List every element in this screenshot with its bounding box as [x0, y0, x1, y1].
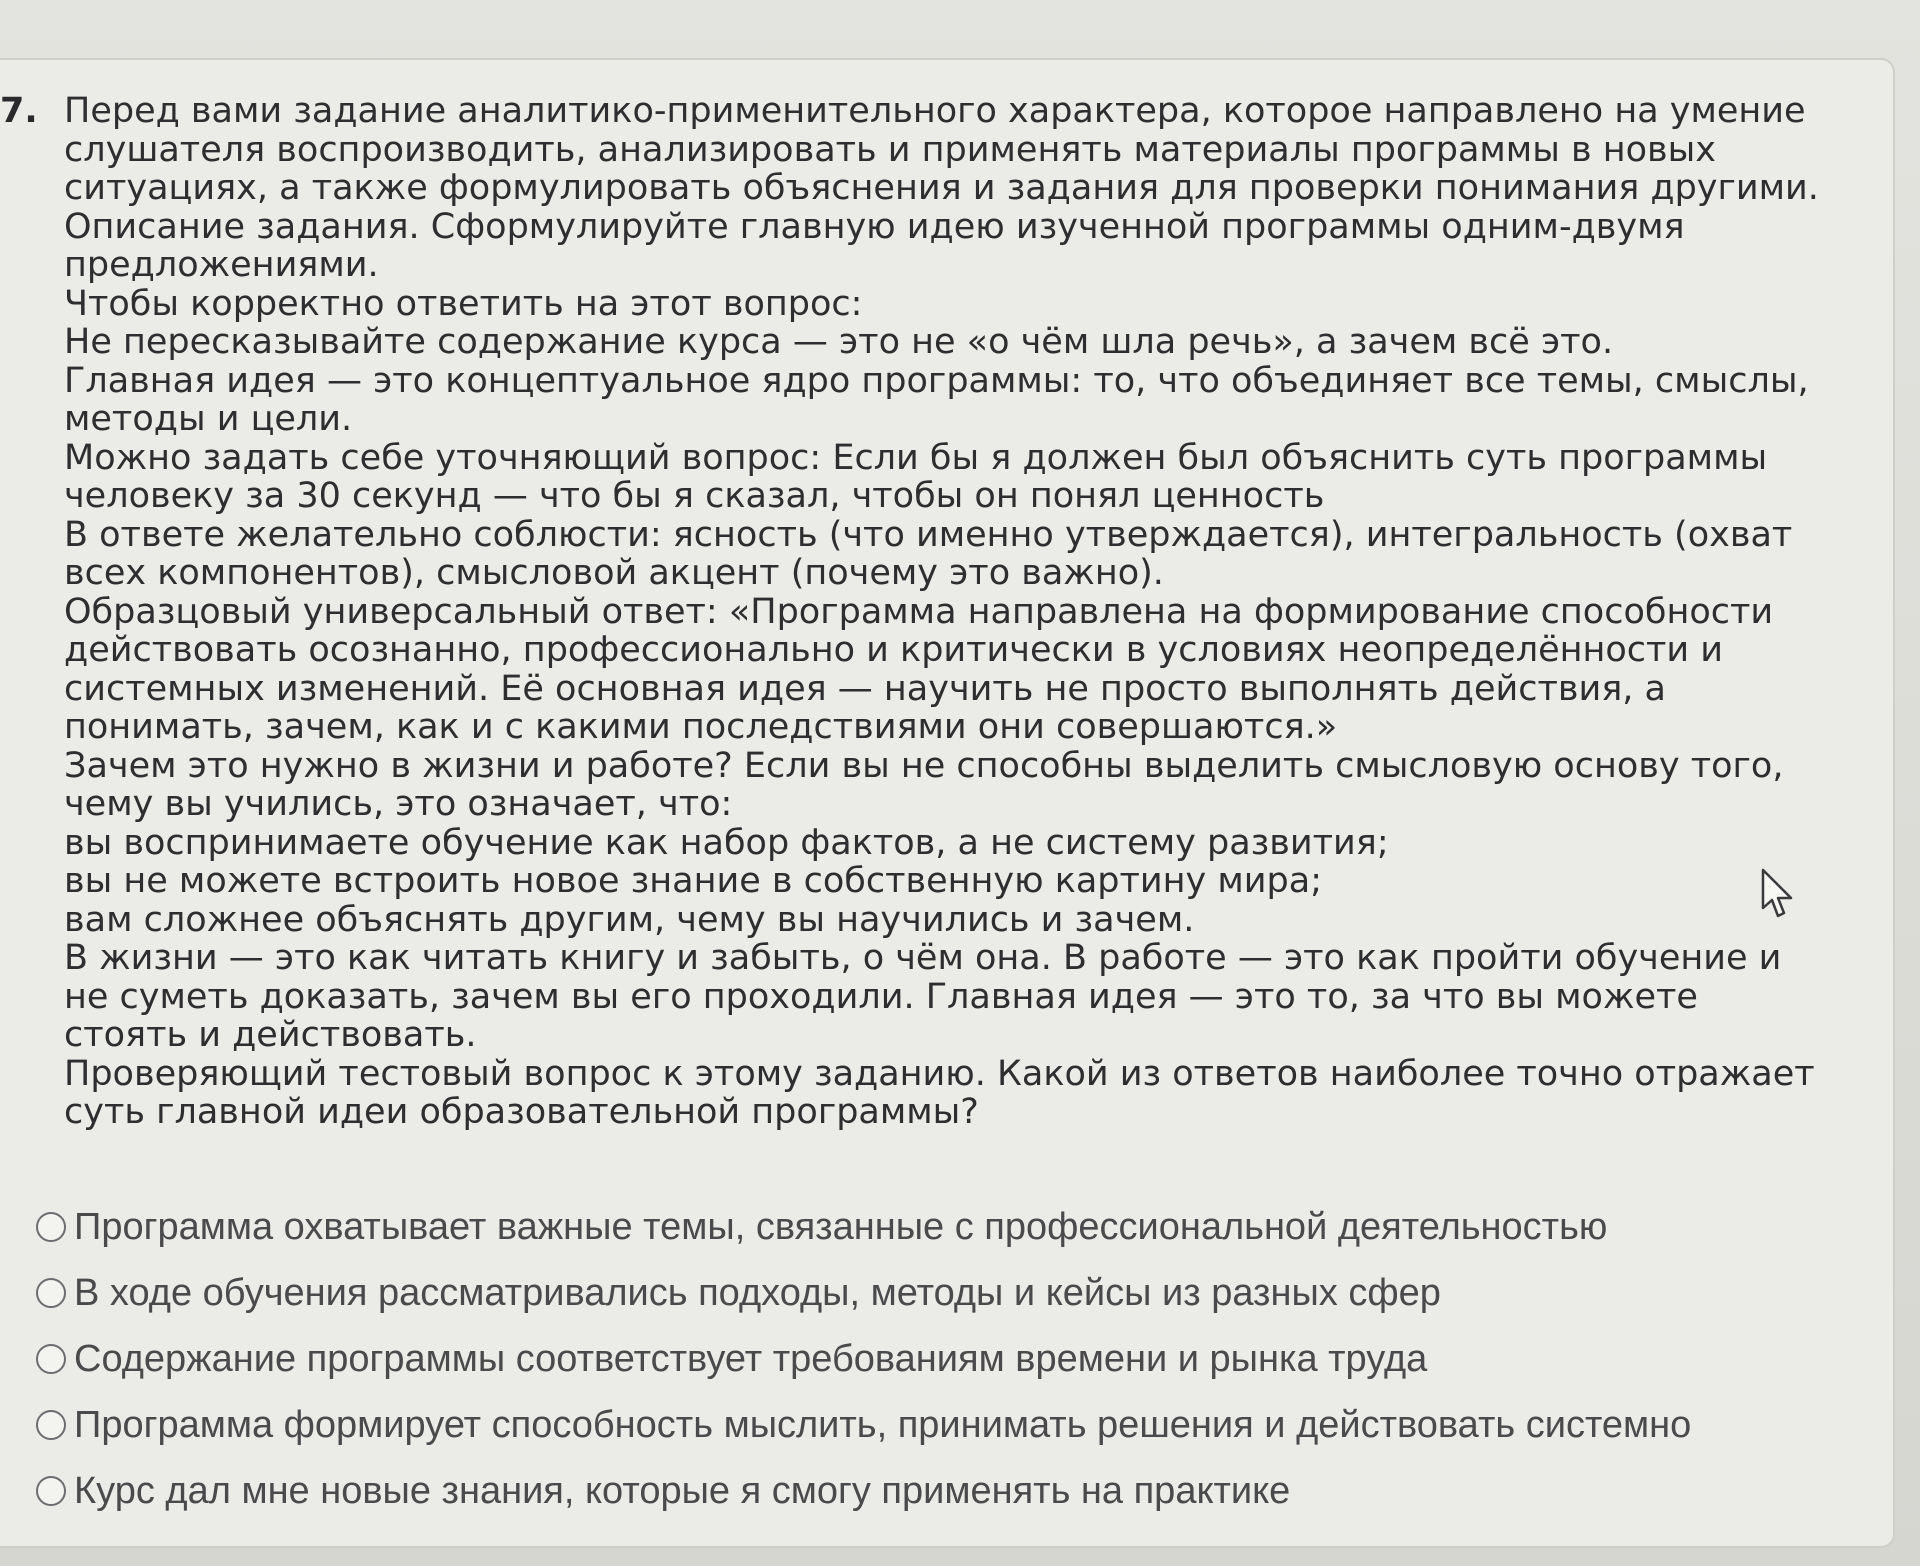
radio-unchecked-icon[interactable] — [36, 1278, 66, 1308]
instruction-heading: Чтобы корректно ответить на этот вопрос: — [64, 283, 863, 324]
radio-unchecked-icon[interactable] — [36, 1212, 66, 1242]
answer-option-label[interactable]: Программа формирует способность мыслить, принимать решения и действовать системно — [74, 1403, 1692, 1446]
question-block — [0, 92, 1860, 1132]
test-question: Проверяющий тестовый вопрос к этому заданию. Какой из ответов наиболее точно отражает суть главной идеи образовательной программы? — [64, 1053, 1815, 1132]
radio-unchecked-icon[interactable] — [36, 1344, 66, 1374]
answer-option[interactable] — [30, 1392, 1830, 1458]
life-work-analogy: В жизни — это как читать книгу и забыть, о чём она. В работе — это как пройти обучение и не суметь доказать, зачем вы его проходили. Главная идея — это то, за что вы можете стоять и действовать. — [64, 938, 1782, 1055]
instruction-item: В ответе желательно соблюсти: ясность (что именно утверждается), интегральность (охват всех компонентов), смысловой акцент (почему это важно). — [64, 514, 1793, 593]
sample-answer: Образцовый универсальный ответ: «Программа направлена на формирование способности действовать осознанно, профессионально и критически в условиях неопределённости и системных изменений. Её основная идея — научить не просто выполнять действия, а понимать, зачем, как и с какими последствиями они совершаются.» — [64, 591, 1774, 747]
consequence-item: вам сложнее объяснять другим, чему вы научились и зачем. — [64, 899, 1195, 940]
answer-option[interactable] — [30, 1326, 1830, 1392]
question-number: 7. — [0, 91, 38, 131]
answer-option-label[interactable]: Программа охватывает важные темы, связанные с профессиональной деятельностью — [74, 1205, 1608, 1248]
instruction-item: Главная идея — это концептуальное ядро программы: то, что объединяет все темы, смыслы, методы и цели. — [64, 360, 1809, 439]
consequence-item: вы воспринимаете обучение как набор фактов, а не систему развития; — [64, 822, 1389, 863]
task-description: Описание задания. Сформулируйте главную идею изученной программы одним-двумя предложениями. — [64, 206, 1685, 285]
why-needed: Зачем это нужно в жизни и работе? Если вы не способны выделить смысловую основу того, чему вы учились, это означает, что: — [64, 745, 1784, 824]
answer-option[interactable] — [30, 1458, 1830, 1524]
radio-unchecked-icon[interactable] — [36, 1476, 66, 1506]
consequence-item: вы не можете встроить новое знание в собственную картину мира; — [64, 861, 1322, 901]
instruction-item: Не пересказывайте содержание курса — это не «о чём шла речь», а зачем всё это. — [64, 322, 1614, 362]
answer-option-label[interactable]: В ходе обучения рассматривались подходы, методы и кейсы из разных сфер — [74, 1271, 1441, 1314]
answer-options — [30, 1194, 1830, 1524]
answer-option[interactable] — [30, 1260, 1830, 1326]
mouse-pointer-icon — [1760, 868, 1796, 920]
answer-option-label[interactable]: Курс дал мне новые знания, которые я смогу применять на практике — [74, 1469, 1291, 1512]
question-intro: Перед вами задание аналитико-применительного характера, которое направлено на умение слушателя воспроизводить, анализировать и применять материалы программы в новых ситуациях, а также формулировать объяснения и задания для проверки понимания другими. — [64, 91, 1819, 208]
answer-option[interactable] — [30, 1194, 1830, 1260]
instruction-item: Можно задать себе уточняющий вопрос: Если бы я должен был объяснить суть программы человеку за 30 секунд — что бы я сказал, чтобы он понял ценность — [64, 437, 1768, 516]
radio-unchecked-icon[interactable] — [36, 1410, 66, 1440]
answer-option-label[interactable]: Содержание программы соответствует требованиям времени и рынка труда — [74, 1337, 1428, 1380]
question-text — [64, 92, 1830, 1132]
